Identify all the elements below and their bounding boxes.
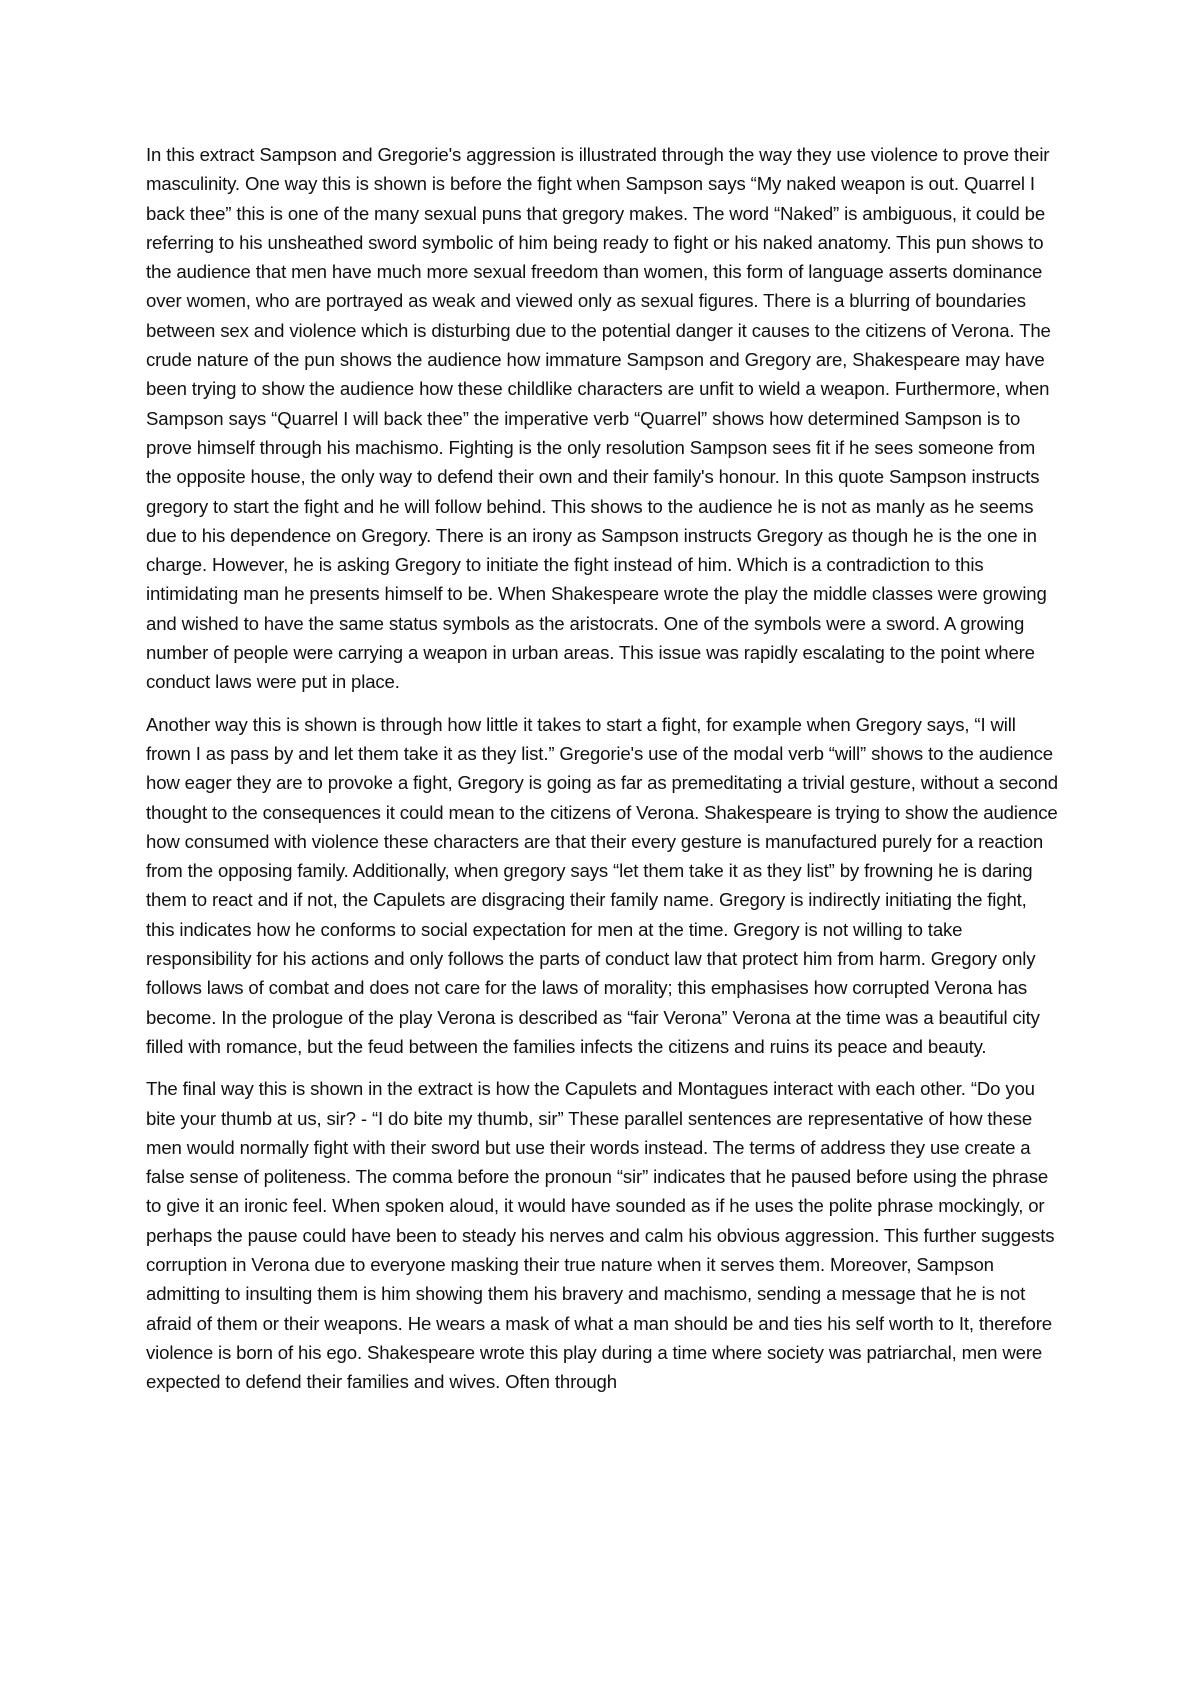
paragraph-3: The final way this is shown in the extract is how the Capulets and Montagues interact with each other. “Do you bite your thumb at us, sir? - “I do bite my thumb, sir” These parallel sentences are representative of how these men would normally fight with their sword but use their words instead. The terms of address they use create a false sense of politeness. The comma before the pronoun “sir” indicates that he paused before using the phrase to give it an ironic feel. When spoken aloud, it would have sounded as if he uses the polite phrase mockingly, or perhaps the pause could have been to steady his nerves and calm his obvious aggression. This further suggests corruption in Verona due to everyone masking their true nature when it serves them. Moreover, Sampson admitting to insulting them is him showing them his bravery and machismo, sending a message that he is not afraid of them or their weapons. He wears a mask of what a man should be and ties his self worth to It, therefore violence is born of his ego. Shakespeare wrote this play during a time where society was patriarchal, men were expected to defend their families and wives. Often through (146, 1078, 1055, 1393)
paragraph-1: In this extract Sampson and Gregorie's aggression is illustrated through the way they use violence to prove their masculinity. One way this is shown is before the fight when Sampson says “My naked weapon is out. Quarrel I back thee” this is one of the many sexual puns that gregory makes. The word “Naked” is ambiguous, it could be referring to his unsheathed sword symbolic of him being ready to fight or his naked anatomy. This pun shows to the audience that men have much more sexual freedom than women, this form of language asserts dominance over women, who are portrayed as weak and viewed only as sexual figures. There is a blurring of boundaries between sex and violence which is disturbing due to the potential danger it causes to the citizens of Verona. The crude nature of the pun shows the audience how immature Sampson and Gregory are, Shakespeare may have been trying to show the audience how these childlike characters are unfit to wield a weapon. Furthermore, when Sampson says “Quarrel I will back thee” the imperative verb “Quarrel” shows how determined Sampson is to prove himself through his machismo. Fighting is the only resolution Sampson sees fit if he sees someone from the opposite house, the only way to defend their own and their family's honour. In this quote Sampson instructs gregory to start the fight and he will follow behind. This shows to the audience he is not as manly as he seems due to his dependence on Gregory. There is an irony as Sampson instructs Gregory as though he is the one in charge. However, he is asking Gregory to initiate the fight instead of him. Which is a contradiction to this intimidating man he presents himself to be. When Shakespeare wrote the play the middle classes were growing and wished to have the same status symbols as the aristocrats. One of the symbols were a sword. A growing number of people were carrying a weapon in urban areas. This issue was rapidly escalating to the point where conduct laws were put in place. (146, 144, 1051, 693)
paragraph-2: Another way this is shown is through how little it takes to start a fight, for example when Gregory says, “I will frown I as pass by and let them take it as they list.” Gregorie's use of the modal verb “will” shows to the audience how eager they are to provoke a fight, Gregory is going as far as premeditating a trivial gesture, without a second thought to the consequences it could mean to the citizens of Verona. Shakespeare is trying to show the audience how consumed with violence these characters are that their every gesture is manufactured purely for a reaction from the opposing family. Additionally, when gregory says “let them take it as they list” by frowning he is daring them to react and if not, the Capulets are disgracing their family name. Gregory is indirectly initiating the fight, this indicates how he conforms to social expectation for men at the time. Gregory is not willing to take responsibility for his actions and only follows the parts of conduct law that protect him from harm. Gregory only follows laws of combat and does not care for the laws of morality; this emphasises how corrupted Verona has become. In the prologue of the play Verona is described as “fair Verona” Verona at the time was a beautiful city filled with romance, but the feud between the families infects the citizens and ruins its peace and beauty. (146, 713, 1058, 1057)
document-page (146, 140, 1058, 1396)
